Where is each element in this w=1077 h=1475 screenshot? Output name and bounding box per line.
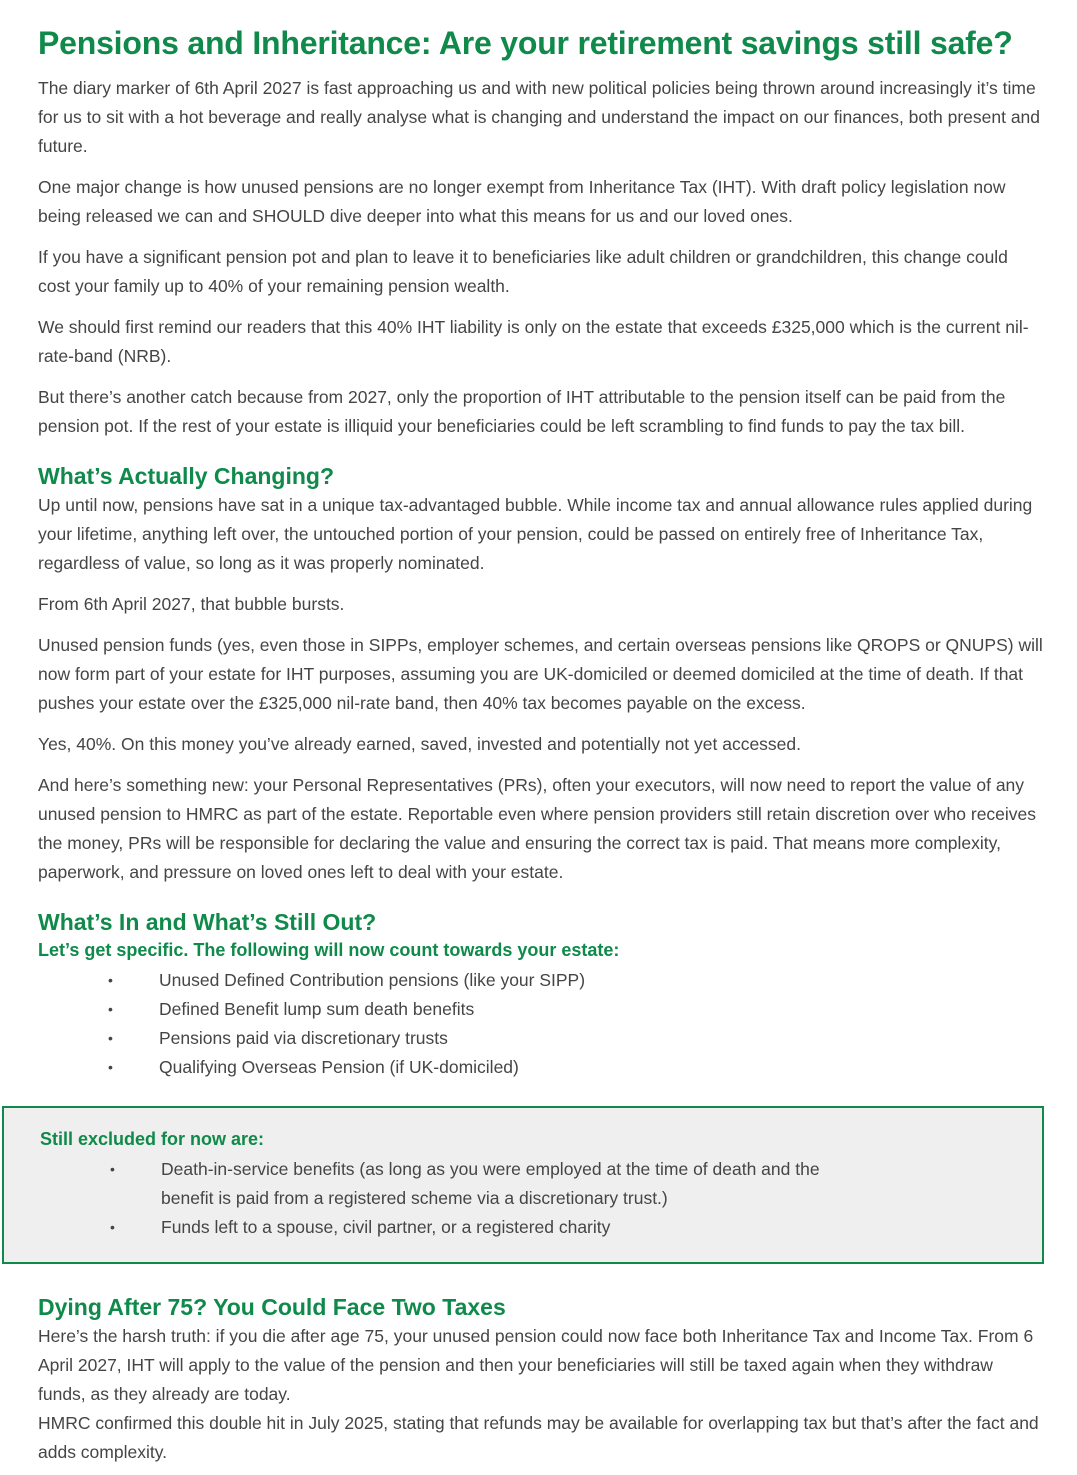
in-and-out-section <box>38 907 1043 1082</box>
list-item <box>38 1053 1043 1082</box>
bullet-icon: • <box>108 1030 113 1046</box>
list-item <box>40 1213 1042 1242</box>
list-item-text: Unused Defined Contribution pensions (like your SIPP) <box>159 970 586 990</box>
list-item-text: Death-in-service benefits (as long as you were employed at the time of death and the benefit is paid from a registered scheme via a discretionary trust.) <box>161 1159 820 1208</box>
excluded-list <box>40 1155 1042 1242</box>
bullet-icon: • <box>108 1059 113 1075</box>
dying-paragraph: Here’s the harsh truth: if you die after age 75, your unused pension could now face both Inheritance Tax and Income Tax. From 6 April 2027, IHT will apply to the value of the pension and then your beneficiaries will still be taxed again when they withdraw funds, as they already are today. <box>38 1326 1034 1404</box>
intro-paragraph: One major change is how unused pensions are no longer exempt from Inheritance Tax (IHT). With draft policy legislation now being released we can and SHOULD dive deeper into what this means for us and our loved ones. <box>38 177 1006 226</box>
list-item-text: Pensions paid via discretionary trusts <box>159 1028 448 1048</box>
intro-paragraph: But there’s another catch because from 2027, only the proportion of IHT attributable to the pension itself can be paid from the pension pot. If the rest of your estate is illiquid your beneficiaries could be left scrambling to find funds to pay the tax bill. <box>38 387 1006 436</box>
changing-paragraph: Unused pension funds (yes, even those in SIPPs, employer schemes, and certain overseas pensions like QROPS or QNUPS) will now form part of your estate for IHT purposes, assuming you are UK-domiciled or deemed domiciled at the time of death. If that pushes your estate over the £325,000 nil-rate band, then 40% tax becomes payable on the excess. <box>38 635 1043 713</box>
list-item-text: Funds left to a spouse, civil partner, or a registered charity <box>161 1217 611 1237</box>
included-list <box>38 966 1043 1082</box>
changing-paragraph: And here’s something new: your Personal Representatives (PRs), often your executors, will now need to report the value of any unused pension to HMRC as part of the estate. Reportable even where pension providers still retain discretion over who receives the money, PRs will be responsible for declaring the value and ensuring the correct tax is paid. That means more complexity, paperwork, and pressure on loved ones left to deal with your estate. <box>38 775 1037 882</box>
in-out-subheading: Let’s get specific. The following will now count towards your estate: <box>38 940 620 960</box>
intro-paragraph: The diary marker of 6th April 2027 is fast approaching us and with new political policies being thrown around increasingly it’s time for us to sit with a hot beverage and really analyse what is changing and understand the impact on our finances, both present and future. <box>38 78 1041 156</box>
changing-paragraph: Up until now, pensions have sat in a unique tax-advantaged bubble. While income tax and annual allowance rules applied during your lifetime, anything left over, the untouched portion of your pension, could be passed on entirely free of Inheritance Tax, regardless of value, so long as it was properly nominated. <box>38 495 1033 573</box>
list-item <box>38 995 1043 1024</box>
excluded-heading: Still excluded for now are: <box>40 1129 265 1149</box>
dying-paragraph: HMRC confirmed this double hit in July 2025, stating that refunds may be available for overlapping tax but that’s after the fact and adds complexity. <box>38 1413 1039 1462</box>
section-heading-dying: Dying After 75? You Could Face Two Taxes <box>38 1294 506 1320</box>
bullet-icon: • <box>108 972 113 988</box>
list-item <box>40 1155 1042 1213</box>
list-item-text: Qualifying Overseas Pension (if UK-domiciled) <box>159 1057 519 1077</box>
intro-paragraph: If you have a significant pension pot and plan to leave it to beneficiaries like adult children or grandchildren, this change could cost your family up to 40% of your remaining pension wealth. <box>38 247 1008 296</box>
bullet-icon: • <box>108 1001 113 1017</box>
section-heading-in-out: What’s In and What’s Still Out? <box>38 909 377 935</box>
intro-paragraph: We should first remind our readers that this 40% IHT liability is only on the estate that exceeds £325,000 which is the current nil-rate-band (NRB). <box>38 317 1029 366</box>
list-item <box>38 1024 1043 1053</box>
section-heading-changing: What’s Actually Changing? <box>38 463 335 489</box>
changing-paragraph: Yes, 40%. On this money you’ve already earned, saved, invested and potentially not yet accessed. <box>38 734 802 754</box>
bullet-icon: • <box>110 1161 115 1177</box>
changing-paragraph: From 6th April 2027, that bubble bursts. <box>38 594 345 614</box>
list-item <box>38 966 1043 995</box>
list-item-text: Defined Benefit lump sum death benefits <box>159 999 475 1019</box>
page-title: Pensions and Inheritance: Are your retirement savings still safe? <box>38 25 1013 61</box>
dying-after-75-section <box>38 1292 1043 1467</box>
excluded-callout-box <box>2 1106 1044 1264</box>
intro-section <box>38 74 1043 441</box>
bullet-icon: • <box>110 1219 115 1235</box>
changing-section <box>38 461 1043 887</box>
